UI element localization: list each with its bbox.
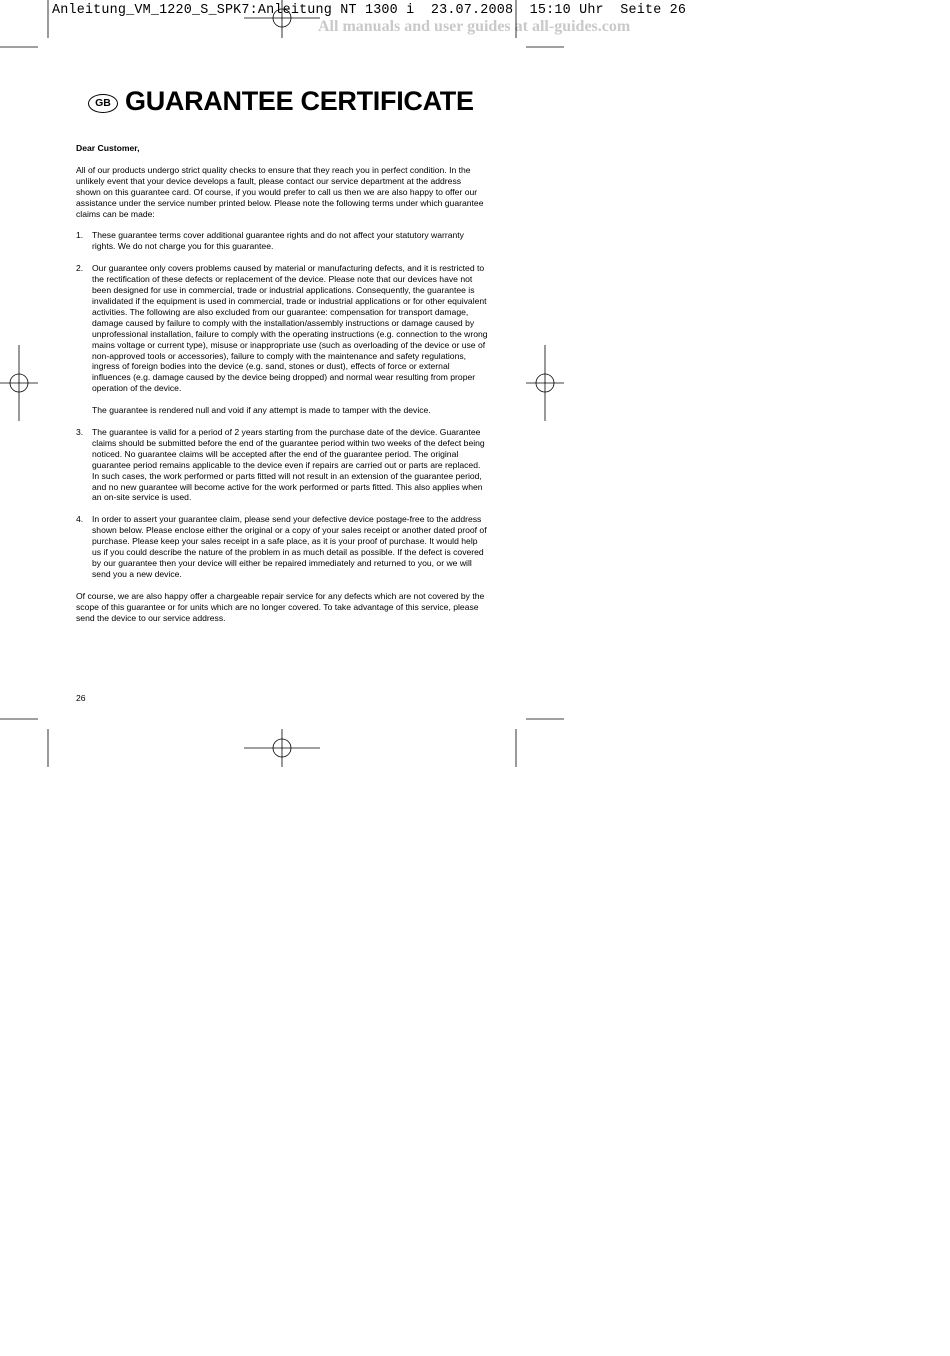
print-header-line: Anleitung_VM_1220_S_SPK7:Anleitung NT 1300 i 23.07.2008 15:10 Uhr Seite 26: [52, 3, 687, 18]
registration-mark-right: [526, 345, 564, 421]
registration-mark-left: [0, 345, 38, 421]
item-text: Our guarantee only covers problems caused by material or manufacturing defects, and it is restricted to the rectification of these defects or replacement of the device. Please note that our devices have not been designed for use in commercial, trade or industrial applications. Consequently, the guarantee is invalidated if the equipment is used in commercial, trade or industrial applications or for other equivalent activities. The following are also excluded from our guarantee: compensation for transport damage, damage caused by failure to comply with the installation/assembly instructions or damage caused by unprofessional installation, failure to comply with the operating instructions (e.g. connection to the wrong mains voltage or current type), misuse or inappropriate use (such as overloading of the device or use of non-approved tools or accessories), failure to comply with the maintenance and safety regulations, ingress of foreign bodies into the device (e.g. sand, stones or dust), effects of force or external influences (e.g. damage caused by the device being dropped) and normal wear resulting from proper operation of the device.: [92, 263, 488, 394]
list-item: [76, 230, 488, 252]
registration-mark-top: [244, 0, 320, 38]
list-item: [76, 514, 488, 579]
country-badge: GB: [88, 94, 118, 113]
page-number: 26: [76, 693, 86, 703]
page-title: [88, 86, 474, 117]
document-body: [76, 143, 488, 624]
terms-list: [76, 230, 488, 579]
item-text: The guarantee is valid for a period of 2 years starting from the purchase date of the device. Guarantee claims should be submitted before the end of the guarantee period within two weeks of the defect being noticed. No guarantee claims will be accepted after the end of the guarantee period. The original guarantee period remains applicable to the device even if repairs are carried out or parts are replaced. In such cases, the work performed or parts fitted will not result in an extension of the guarantee period, and no new guarantee will become active for the work performed or parts fitted. This also applies when an on-site service is used.: [92, 427, 485, 503]
item-number: 2.: [76, 263, 84, 274]
greeting: Dear Customer,: [76, 143, 140, 153]
item-text: These guarantee terms cover additional guarantee rights and do not affect your statutory warranty rights. We do not charge you for this guarantee.: [92, 230, 464, 252]
registration-mark-bottom: [244, 729, 320, 767]
item-extra-text: The guarantee is rendered null and void if any attempt is made to tamper with the device.: [92, 405, 431, 416]
list-item: [76, 263, 488, 416]
title-text: GUARANTEE CERTIFICATE: [125, 86, 474, 116]
item-number: 4.: [76, 514, 84, 525]
intro-paragraph: All of our products undergo strict quality checks to ensure that they reach you in perfect condition. In the unlikely event that your device develops a fault, please contact our service department at the address shown on this guarantee card. Of course, if you would prefer to call us then we are also happy to offer our assistance under the service number printed below. Please note the following terms under which guarantee claims can be made:: [76, 164, 484, 219]
closing-paragraph: Of course, we are also happy offer a chargeable repair service for any defects which are not covered by the scope of this guarantee or for units which are no longer covered. To take advantage of this service, please send the device to our service address.: [76, 590, 485, 623]
list-item: [76, 427, 488, 503]
watermark-text: All manuals and user guides at all-guides.com: [318, 18, 631, 35]
item-number: 3.: [76, 427, 84, 438]
item-number: 1.: [76, 230, 84, 241]
item-text: In order to assert your guarantee claim, please send your defective device postage-free to the address shown below. Please enclose either the original or a copy of your sales receipt or another dated proof of purchase. Please keep your sales receipt in a safe place, as it is your proof of purchase. It would help us if you could describe the nature of the problem in as much detail as possible. If the defect is covered by our guarantee then your device will either be repaired immediately and returned to you, or we will send you a new device.: [92, 514, 487, 579]
